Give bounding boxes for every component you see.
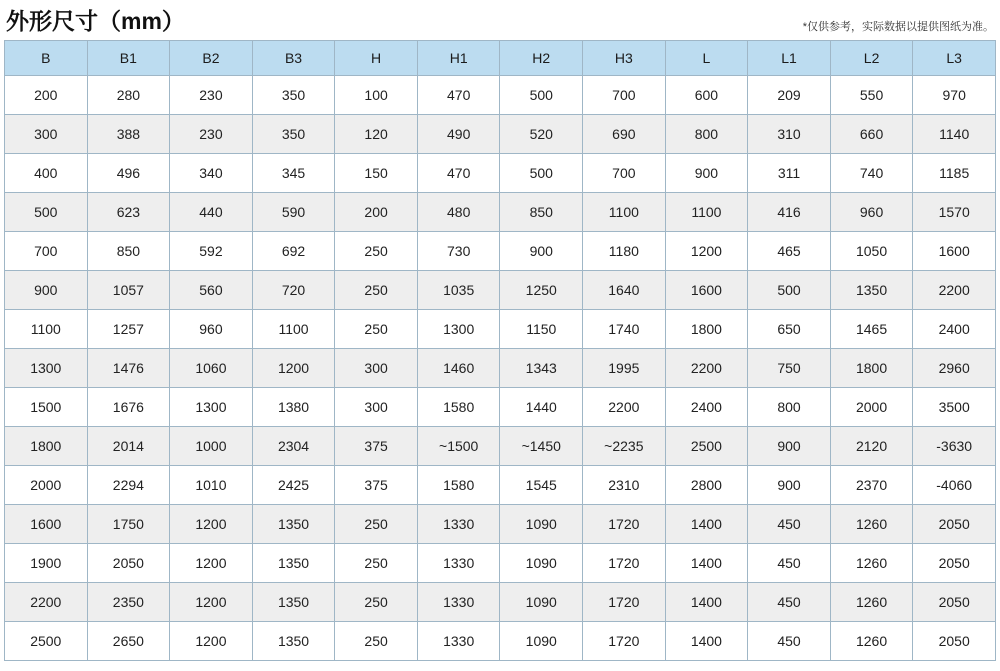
table-cell: 230 [170,76,253,115]
column-header-h2: H2 [500,41,583,76]
table-cell: 1350 [830,271,913,310]
table-cell: 310 [748,115,831,154]
table-cell: 1600 [5,505,88,544]
table-cell: 388 [87,115,170,154]
table-cell: 1260 [830,583,913,622]
table-cell: 592 [170,232,253,271]
table-cell: 1100 [583,193,666,232]
table-cell: 1350 [252,583,335,622]
table-cell: 900 [500,232,583,271]
table-cell: 200 [5,76,88,115]
table-cell: 1440 [500,388,583,427]
table-cell: 2200 [665,349,748,388]
table-cell: 1343 [500,349,583,388]
table-cell: 960 [170,310,253,349]
table-cell: 2200 [913,271,996,310]
table-cell: 2960 [913,349,996,388]
table-cell: 1200 [170,505,253,544]
table-cell: 230 [170,115,253,154]
table-cell: 1465 [830,310,913,349]
table-cell: 550 [830,76,913,115]
table-cell: 850 [500,193,583,232]
table-cell: 1060 [170,349,253,388]
table-cell: 375 [335,427,418,466]
table-cell: 660 [830,115,913,154]
column-header-l3: L3 [913,41,996,76]
table-cell: 2400 [913,310,996,349]
table-cell: 1460 [417,349,500,388]
table-cell: 1330 [417,622,500,661]
table-cell: 800 [665,115,748,154]
title-row [0,0,1000,36]
table-cell: 500 [748,271,831,310]
table-cell: ~2235 [583,427,666,466]
table-cell: 340 [170,154,253,193]
table-cell: 465 [748,232,831,271]
table-cell: 300 [335,349,418,388]
table-row [5,76,996,115]
table-cell: 1750 [87,505,170,544]
table-cell: 150 [335,154,418,193]
table-cell: 470 [417,154,500,193]
table-cell: 300 [5,115,88,154]
table-cell: 480 [417,193,500,232]
table-cell: 2425 [252,466,335,505]
table-cell: 1260 [830,622,913,661]
disclaimer-note: *仅供参考，实际数据以提供图纸为准。 [802,21,994,33]
table-body [5,76,996,661]
table-cell: 1185 [913,154,996,193]
table-cell: 1200 [170,583,253,622]
table-cell: 1600 [665,271,748,310]
table-cell: 1010 [170,466,253,505]
table-cell: 1300 [5,349,88,388]
table-cell: 2000 [830,388,913,427]
table-cell: 692 [252,232,335,271]
table-row [5,232,996,271]
table-cell: 2200 [583,388,666,427]
table-cell: 2050 [87,544,170,583]
table-cell: 250 [335,544,418,583]
table-cell: 250 [335,505,418,544]
table-cell: 450 [748,583,831,622]
table-row [5,310,996,349]
table-cell: 300 [335,388,418,427]
table-cell: 690 [583,115,666,154]
table-cell: 1676 [87,388,170,427]
table-cell: 1100 [665,193,748,232]
table-cell: 1900 [5,544,88,583]
table-cell: 1090 [500,544,583,583]
table-row [5,505,996,544]
table-row [5,349,996,388]
table-cell: 850 [87,232,170,271]
table-cell: 1257 [87,310,170,349]
table-cell: 1050 [830,232,913,271]
table-cell: 1300 [417,310,500,349]
table-cell: 1200 [665,232,748,271]
table-cell: 1200 [170,622,253,661]
table-cell: 1800 [665,310,748,349]
column-header-b1: B1 [87,41,170,76]
column-header-l: L [665,41,748,76]
table-cell: 560 [170,271,253,310]
table-cell: 450 [748,505,831,544]
table-cell: 2120 [830,427,913,466]
table-cell: 400 [5,154,88,193]
table-cell: 1260 [830,505,913,544]
table-cell: 1100 [252,310,335,349]
table-cell: 100 [335,76,418,115]
column-header-b2: B2 [170,41,253,76]
column-header-l2: L2 [830,41,913,76]
table-row [5,544,996,583]
table-cell: 2050 [913,544,996,583]
table-header [5,41,996,76]
table-cell: 600 [665,76,748,115]
table-cell: 250 [335,310,418,349]
table-cell: -3630 [913,427,996,466]
table-row [5,154,996,193]
table-cell: 2000 [5,466,88,505]
table-cell: 900 [5,271,88,310]
page-title: 外形尺寸（mm） [6,8,185,34]
table-cell: 1200 [170,544,253,583]
table-cell: 1350 [252,544,335,583]
table-cell: 500 [500,154,583,193]
table-cell: 470 [417,76,500,115]
table-row [5,271,996,310]
table-cell: 250 [335,271,418,310]
table-cell: 900 [665,154,748,193]
table-cell: 700 [5,232,88,271]
table-cell: 1476 [87,349,170,388]
table-cell: 1200 [252,349,335,388]
column-header-b: B [5,41,88,76]
table-row [5,388,996,427]
table-cell: 590 [252,193,335,232]
table-row [5,115,996,154]
table-cell: 450 [748,544,831,583]
table-cell: 1180 [583,232,666,271]
table-cell: 730 [417,232,500,271]
table-cell: 900 [748,427,831,466]
table-cell: 2050 [913,622,996,661]
table-cell: 2500 [5,622,88,661]
table-cell: 2310 [583,466,666,505]
table-cell: 750 [748,349,831,388]
table-cell: 720 [252,271,335,310]
table-cell: 2050 [913,583,996,622]
table-cell: 416 [748,193,831,232]
table-cell: 1400 [665,505,748,544]
table-cell: 800 [748,388,831,427]
table-cell: 2294 [87,466,170,505]
table-cell: 1090 [500,622,583,661]
table-cell: 1580 [417,466,500,505]
table-cell: 1260 [830,544,913,583]
table-cell: 740 [830,154,913,193]
table-cell: 1720 [583,544,666,583]
table-cell: 250 [335,583,418,622]
table-cell: 1140 [913,115,996,154]
table-cell: 1720 [583,622,666,661]
table-cell: 1090 [500,583,583,622]
table-cell: 2014 [87,427,170,466]
table-row [5,466,996,505]
table-cell: 2650 [87,622,170,661]
table-cell: ~1500 [417,427,500,466]
table-cell: 1000 [170,427,253,466]
table-cell: 440 [170,193,253,232]
table-cell: 1995 [583,349,666,388]
table-cell: 1500 [5,388,88,427]
table-cell: 900 [748,466,831,505]
table-row [5,193,996,232]
table-cell: 1720 [583,583,666,622]
table-cell: 3500 [913,388,996,427]
table-cell: 1100 [5,310,88,349]
table-cell: 1350 [252,505,335,544]
table-cell: 375 [335,466,418,505]
table-cell: 1035 [417,271,500,310]
table-cell: 250 [335,232,418,271]
table-cell: 209 [748,76,831,115]
table-cell: 200 [335,193,418,232]
table-cell: 500 [5,193,88,232]
table-row [5,622,996,661]
table-cell: 120 [335,115,418,154]
table-row [5,427,996,466]
table-cell: 490 [417,115,500,154]
table-cell: 1330 [417,505,500,544]
table-cell: 311 [748,154,831,193]
table-cell: 1330 [417,544,500,583]
column-header-b3: B3 [252,41,335,76]
table-cell: 960 [830,193,913,232]
table-cell: ~1450 [500,427,583,466]
column-header-l1: L1 [748,41,831,76]
table-cell: 650 [748,310,831,349]
table-cell: 496 [87,154,170,193]
table-cell: 1330 [417,583,500,622]
table-cell: 350 [252,115,335,154]
table-cell: 1057 [87,271,170,310]
table-cell: 2304 [252,427,335,466]
table-cell: 500 [500,76,583,115]
table-cell: 1570 [913,193,996,232]
column-header-h: H [335,41,418,76]
table-cell: 1400 [665,622,748,661]
table-cell: 350 [252,76,335,115]
table-cell: 1350 [252,622,335,661]
table-cell: 1090 [500,505,583,544]
table-cell: 345 [252,154,335,193]
table-cell: 1545 [500,466,583,505]
table-cell: 2370 [830,466,913,505]
column-header-h3: H3 [583,41,666,76]
table-cell: 2050 [913,505,996,544]
table-header-row [5,41,996,76]
table-cell: 1720 [583,505,666,544]
table-cell: 1740 [583,310,666,349]
table-cell: 623 [87,193,170,232]
table-cell: -4060 [913,466,996,505]
table-cell: 2350 [87,583,170,622]
table-cell: 1150 [500,310,583,349]
table-cell: 1640 [583,271,666,310]
table-cell: 1400 [665,544,748,583]
table-cell: 2400 [665,388,748,427]
table-cell: 2800 [665,466,748,505]
table-cell: 970 [913,76,996,115]
table-cell: 1250 [500,271,583,310]
table-cell: 1800 [830,349,913,388]
table-cell: 1300 [170,388,253,427]
table-cell: 280 [87,76,170,115]
table-cell: 2500 [665,427,748,466]
table-cell: 1580 [417,388,500,427]
table-cell: 450 [748,622,831,661]
table-cell: 700 [583,76,666,115]
dimensions-table [4,40,996,661]
table-cell: 2200 [5,583,88,622]
table-cell: 1800 [5,427,88,466]
table-cell: 250 [335,622,418,661]
table-cell: 1400 [665,583,748,622]
table-cell: 520 [500,115,583,154]
table-cell: 1600 [913,232,996,271]
table-cell: 700 [583,154,666,193]
table-row [5,583,996,622]
table-cell: 1380 [252,388,335,427]
column-header-h1: H1 [417,41,500,76]
